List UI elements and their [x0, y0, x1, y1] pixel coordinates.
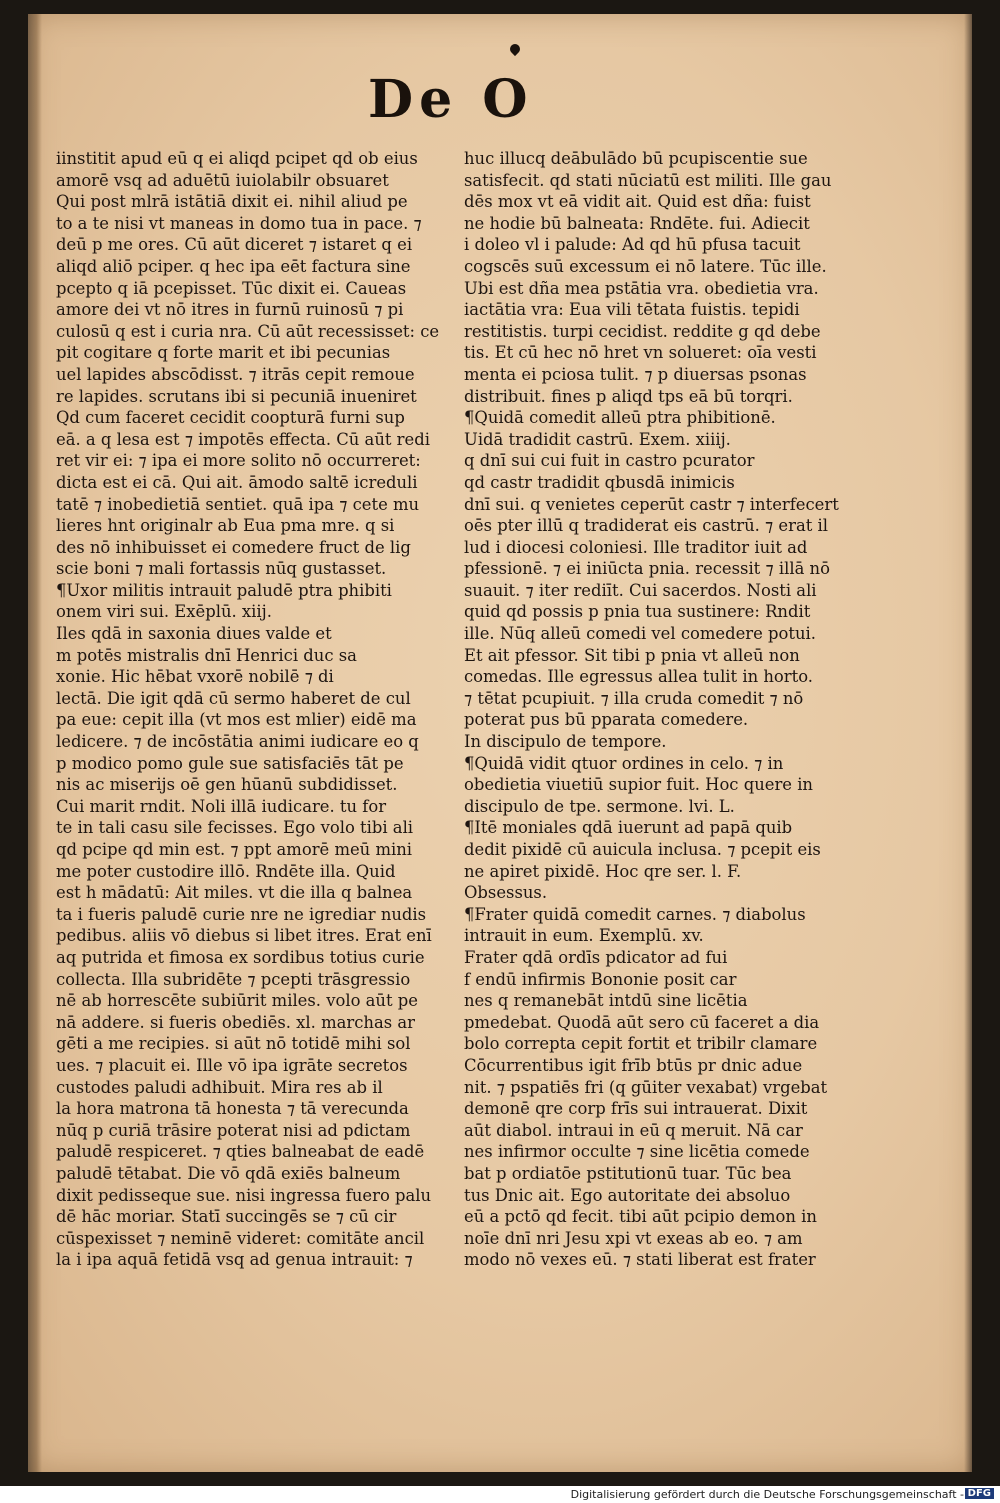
text-line: q dnī sui cui fuit in castro pcurator [464, 451, 755, 471]
text-line: oēs pter illū q tradiderat eis castrū. ⁊ erat il [464, 516, 829, 536]
text-line: pfessionē. ⁊ ei iniūcta pnia. recessit ⁊ illā nō [464, 559, 830, 579]
text-line: Cōcurrentibus igit frīb btūs pr dnic adue [464, 1055, 803, 1075]
text-line: scie boni ⁊ mali fortassis nūq gustasset. [56, 559, 387, 579]
text-line: pa eue: cepit illa (vt mos est mlier) eidē ma [56, 710, 417, 730]
text-line: Et ait pfessor. Sit tibi p pnia vt alleū non [464, 645, 800, 665]
text-line: dedit pixidē cū auicula inclusa. ⁊ pcepit eis [464, 840, 821, 859]
text-line: aūt diabol. intraui in eū q meruit. Nā car [464, 1120, 803, 1140]
text-line: ret vir ei: ⁊ ipa ei more solito nō occurreret: [56, 451, 421, 471]
text-line: ⁊ tētat pcupiuit. ⁊ illa cruda comedit ⁊ nō [464, 688, 804, 708]
text-line: cogscēs suū excessum ei nō latere. Tūc ille. [464, 256, 827, 276]
text-line: Obsessus. [464, 883, 548, 903]
text-line: distribuit. fines p aliqd tps eā bū torqri. [464, 386, 793, 406]
text-line: menta ei pciosa tulit. ⁊ p diuersas psonas [464, 364, 807, 384]
text-line: onem viri sui. Exēplū. xiij. [56, 602, 272, 622]
text-line: noīe dnī nri Jesu xpi vt exeas ab eo. ⁊ am [464, 1228, 803, 1248]
text-line: ¶Uxor militis intrauit paludē ptra phibiti [56, 580, 392, 600]
text-line: nes q remanebāt intdū sine licētia [464, 991, 748, 1011]
text-line: m potēs mistralis dnī Henrici duc sa [56, 645, 357, 665]
text-line: aq putrida et fimosa ex sordibus totius curie [56, 947, 425, 967]
text-line: est h mādatū: Ait miles. vt die illa q balnea [56, 883, 413, 903]
text-line: Frater qdā ordīs pdicator ad fui [464, 947, 728, 967]
text-line: dixit pedisseque sue. nisi ingressa fuero palu [56, 1185, 432, 1205]
text-line: lectā. Die igit qdā cū sermo haberet de cul [56, 688, 411, 708]
text-line: to a te nisi vt maneas in domo tua in pace. ⁊ [56, 213, 422, 233]
text-line: culosū q est i curia nra. Cū aūt recessisset: ce [56, 321, 440, 341]
text-line: paludē tētabat. Die vō qdā exiēs balneum [56, 1163, 401, 1183]
text-line: ledicere. ⁊ de incōstātia animi iudicare eo q [56, 732, 419, 752]
text-line: Iles qdā in saxonia diues valde et [56, 624, 332, 644]
text-line: qd castr tradidit qbusdā inimicis [464, 472, 735, 492]
text-line: comedas. Ille egressus allea tulit in horto. [464, 667, 813, 687]
text-line: lieres hnt originalr ab Eua pma mre. q si [56, 516, 395, 536]
text-line: lud i diocesi coloniesi. Ille traditor iuit ad [464, 537, 808, 557]
text-line: eā. a q lesa est ⁊ impotēs effecta. Cū aūt redi [56, 429, 430, 449]
text-line: p modico pomo gule sue satisfaciēs tāt pe [56, 753, 404, 773]
text-line: te in tali casu sile fecisses. Ego volo tibi ali [56, 818, 414, 838]
text-line: Uidā tradidit castrū. Exem. xiiij. [464, 429, 731, 449]
text-line: satisfecit. qd stati nūciatū est militi. Ille gau [464, 170, 832, 190]
text-line: ¶Quidā comedit alleū ptra phibitionē. [464, 408, 776, 428]
text-line: In discipulo de tempore. [464, 732, 667, 752]
book-page [28, 14, 972, 1472]
text-line: pedibus. aliis vō diebus si libet itres. Erat enī [56, 926, 432, 946]
text-line: nē ab horrescēte subiūrit miles. volo aūt pe [56, 991, 418, 1011]
text-line: poterat pus bū pparata comedere. [464, 710, 749, 730]
text-line: me poter custodire illō. Rndēte illa. Quid [56, 861, 396, 881]
text-line: ne apiret pixidē. Hoc qre ser. l. F. [464, 861, 742, 881]
text-line: ille. Nūq alleū comedi vel comedere potui. [464, 624, 816, 644]
dfg-logo: DFG [965, 1488, 994, 1499]
text-line: nūq p curiā trāsire poterat nisi ad pdictam [56, 1120, 411, 1140]
funding-credit: Digitalisierung gefördert durch die Deutsche Forschungsgemeinschaft - [570, 1488, 964, 1501]
text-line: huc illucq deābulādo bū pcupiscentie sue [464, 149, 808, 168]
text-line: iinstitit apud eū q ei aliqd pcipet qd ob eius [56, 149, 418, 168]
text-line: amorē vsq ad aduētū iuiolabilr obsuaret [56, 170, 389, 190]
text-line: pmedebat. Quodā aūt sero cū faceret a dia [464, 1012, 820, 1032]
text-line: Ubi est dña mea pstātia vra. obedietia vra. [464, 278, 819, 298]
text-line: uel lapides abscōdisst. ⁊ itrās cepit remoue [56, 364, 415, 384]
text-line: nes infirmor occulte ⁊ sine licētia comede [464, 1142, 810, 1162]
text-line: ues. ⁊ placuit ei. Ille vō ipa igrāte secretos [56, 1055, 408, 1075]
text-line: xonie. Hic hēbat vxorē nobilē ⁊ di [56, 667, 334, 687]
text-line: suauit. ⁊ iter rediīt. Cui sacerdos. Nosti ali [464, 580, 817, 600]
text-line: ta i fueris paludē curie nre ne igrediar nudis [56, 904, 427, 924]
page-edge-right [964, 14, 972, 1472]
text-line: nit. ⁊ pspatiēs fri (q gūiter vexabat) vrgebat [464, 1077, 828, 1097]
text-line: la i ipa aquā fetidā vsq ad genua intrauit: ⁊ [56, 1250, 413, 1270]
text-line: collecta. Illa subridēte ⁊ pcepti trāsgressio [56, 969, 411, 989]
text-line: paludē respiceret. ⁊ qties balneabat de eadē [56, 1142, 425, 1162]
text-line: cūspexisset ⁊ neminē videret: comitāte ancil [56, 1228, 425, 1248]
text-line: gēti a me recipies. si aūt nō totidē mihi sol [56, 1034, 411, 1054]
text-line: discipulo de tpe. sermone. lvi. L. [464, 796, 735, 816]
text-line: iactātia vra: Eua vili tētata fuistis. tepidi [464, 300, 800, 320]
text-line: dēs mox vt eā vidit ait. Quid est dña: fuist [464, 192, 811, 212]
text-line: nis ac miserijs oē gen hūanū subdidisset. [56, 775, 398, 795]
text-line: bat p ordiatōe pstitutionū tuar. Tūc bea [464, 1163, 792, 1183]
text-line: quid qd possis p pnia tua sustinere: Rndit [464, 602, 811, 622]
text-line: pit cogitare q forte marit et ibi pecunias [56, 343, 391, 363]
text-line: qd pcipe qd min est. ⁊ ppt amorē meū mini [56, 840, 413, 859]
text-line: i doleo vl i palude: Ad qd hū pfusa tacuit [464, 235, 801, 255]
right-text-column [464, 148, 864, 1271]
running-title: De O [368, 69, 534, 130]
text-line: des nō inhibuisset ei comedere fruct de lig [56, 537, 411, 557]
text-line: obedietia viuetiū supior fuit. Hoc quere in [464, 775, 813, 795]
text-line: bolo correpta cepit fortit et tribilr clamare [464, 1034, 818, 1054]
text-line: Cui marit rndit. Noli illā iudicare. tu for [56, 796, 387, 816]
left-text-column [56, 148, 456, 1271]
text-line: eū a pctō qd fecit. tibi aūt pcipio demon in [464, 1207, 817, 1227]
text-line: tus Dnic ait. Ego autoritate dei absoluo [464, 1185, 791, 1205]
ink-mark [508, 42, 522, 56]
text-line: aliqd aliō pciper. q hec ipa eēt factura sine [56, 256, 411, 276]
text-line: restitistis. turpi cecidist. reddite g qd debe [464, 321, 821, 341]
text-line: Qui post mlrā istātiā dixit ei. nihil aliud pe [56, 192, 408, 212]
text-line: ¶Quidā vidit qtuor ordines in celo. ⁊ in [464, 753, 784, 773]
text-line: deū p me ores. Cū aūt diceret ⁊ istaret q ei [56, 235, 413, 255]
text-line: intrauit in eum. Exemplū. xv. [464, 926, 704, 946]
text-line: ¶Itē moniales qdā iuerunt ad papā quib [464, 818, 793, 838]
text-line: ¶Frater quidā comedit carnes. ⁊ diabolus [464, 904, 806, 924]
page-edge-left [28, 14, 42, 1472]
text-line: modo nō vexes eū. ⁊ stati liberat est frater [464, 1250, 816, 1270]
text-line: custodes paludi adhibuit. Mira res ab il [56, 1077, 383, 1097]
text-line: nā addere. si fueris obediēs. xl. marchas ar [56, 1012, 415, 1032]
text-line: amore dei vt nō itres in furnū ruinosū ⁊ pi [56, 300, 404, 320]
text-line: f endū infirmis Bononie posit car [464, 969, 737, 989]
text-line: re lapides. scrutans ibi si pecuniā inueniret [56, 386, 417, 406]
text-line: dnī sui. q venietes ceperūt castr ⁊ interfecert [464, 494, 839, 514]
text-line: pcepto q iā pcepisset. Tūc dixit ei. Caueas [56, 278, 407, 298]
text-line: tatē ⁊ inobedietiā sentiet. quā ipa ⁊ cete mu [56, 494, 420, 514]
text-line: Qd cum faceret cecidit coopturā furni sup [56, 408, 405, 428]
text-line: dicta est ei cā. Qui ait. āmodo saltē icreduli [56, 472, 418, 492]
text-line: la hora matrona tā honesta ⁊ tā verecunda [56, 1099, 409, 1119]
text-line: dē hāc moriar. Statī succingēs se ⁊ cū cir [56, 1207, 397, 1227]
text-line: ne hodie bū balneata: Rndēte. fui. Adiecit [464, 213, 810, 233]
text-line: demonē qre corp frīs sui intrauerat. Dixit [464, 1099, 808, 1119]
text-line: tis. Et cū hec nō hret vn solueret: oīa vesti [464, 343, 817, 363]
